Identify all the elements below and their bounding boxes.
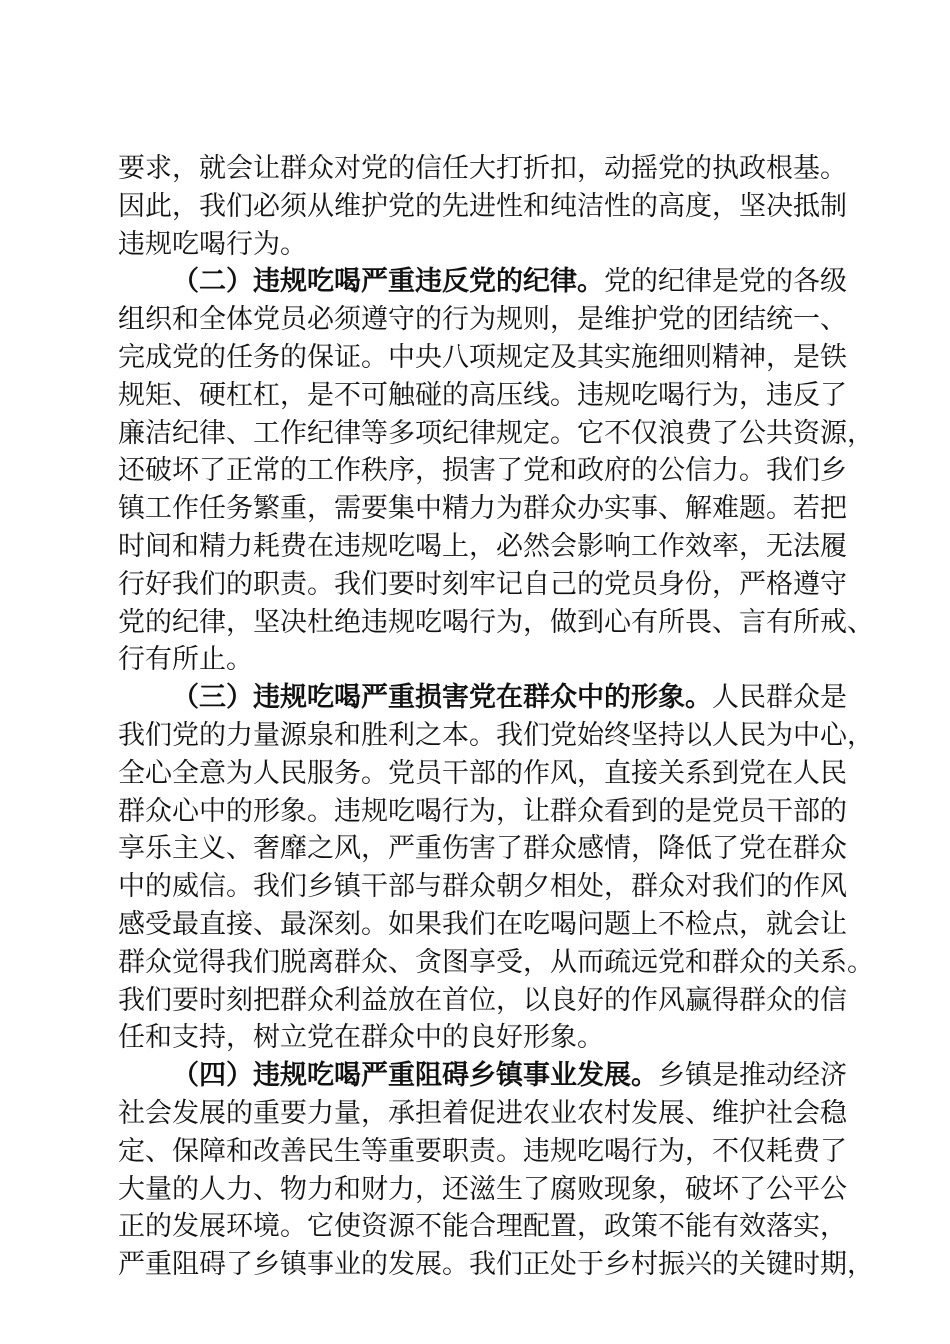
body-line: 行有所止。 [118,644,253,676]
body-line: 我们党的力量源泉和胜利之本。我们党始终坚持以人民为中心， [118,719,874,751]
section-first-line-text: 人民群众是 [712,682,847,714]
section-first-line [118,679,847,717]
body-line: 要求，就会让群众对党的信任大打折扣，动摇党的执政根基。 [118,153,847,184]
body-line: 定、保障和改善民生等重要职责。违规吃喝行为，不仅耗费了 [118,1135,847,1167]
section-first-line [118,263,847,301]
section-heading: （三）违规吃喝严重损害党在群众中的形象。 [172,682,712,714]
body-line: 群众觉得我们脱离群众、贪图享受，从而疏远党和群众的关系。 [118,946,874,978]
body-line: 镇工作任务繁重，需要集中精力为群众办实事、解难题。若把 [118,493,847,525]
body-line: 违规吃喝行为。 [118,228,307,260]
body-line: 群众心中的形象。违规吃喝行为，让群众看到的是党员干部的 [118,795,847,827]
body-line: 社会发展的重要力量，承担着促进农业农村发展、维护社会稳 [118,1097,847,1129]
body-line: 组织和全体党员必须遵守的行为规则，是维护党的团结统一、 [118,304,847,336]
body-line: 享乐主义、奢靡之风，严重伤害了群众感情，降低了党在群众 [118,833,847,865]
body-line: 正的发展环境。它使资源不能合理配置，政策不能有效落实， [118,1211,847,1243]
body-line: 中的威信。我们乡镇干部与群众朝夕相处，群众对我们的作风 [118,871,847,903]
document-body [118,150,874,1284]
body-line: 党的纪律，坚决杜绝违规吃喝行为，做到心有所畏、言有所戒、 [118,606,874,638]
body-line: 还破坏了正常的工作秩序，损害了党和政府的公信力。我们乡 [118,455,847,487]
body-line: 行好我们的职责。我们要时刻牢记自己的党员身份，严格遵守 [118,568,847,600]
body-line: 全心全意为人民服务。党员干部的作风，直接关系到党在人民 [118,757,847,789]
section-heading: （四）违规吃喝严重阻碍乡镇事业发展。 [172,1060,658,1092]
body-line: 时间和精力耗费在违规吃喝上，必然会影响工作效率，无法履 [118,530,847,562]
body-line: 任和支持，树立党在群众中的良好形象。 [118,1022,604,1054]
section-first-line [118,1057,847,1095]
body-line: 廉洁纪律、工作纪律等多项纪律规定。它不仅浪费了公共资源， [118,417,874,449]
body-line: 完成党的任务的保证。中央八项规定及其实施细则精神，是铁 [118,341,847,373]
body-line: 我们要时刻把群众利益放在首位，以良好的作风赢得群众的信 [118,984,847,1016]
section-first-line-text: 乡镇是推动经济 [658,1060,847,1092]
body-line: 感受最直接、最深刻。如果我们在吃喝问题上不检点，就会让 [118,908,847,940]
body-line: 严重阻碍了乡镇事业的发展。我们正处于乡村振兴的关键时期， [118,1249,874,1281]
body-line: 因此，我们必须从维护党的先进性和纯洁性的高度，坚决抵制 [118,190,847,222]
body-line: 大量的人力、物力和财力，还滋生了腐败现象，破坏了公平公 [118,1173,847,1205]
body-line: 规矩、硬杠杠，是不可触碰的高压线。违规吃喝行为，违反了 [118,379,847,411]
section-first-line-text: 党的纪律是党的各级 [604,266,847,298]
section-heading: （二）违规吃喝严重违反党的纪律。 [172,266,604,298]
